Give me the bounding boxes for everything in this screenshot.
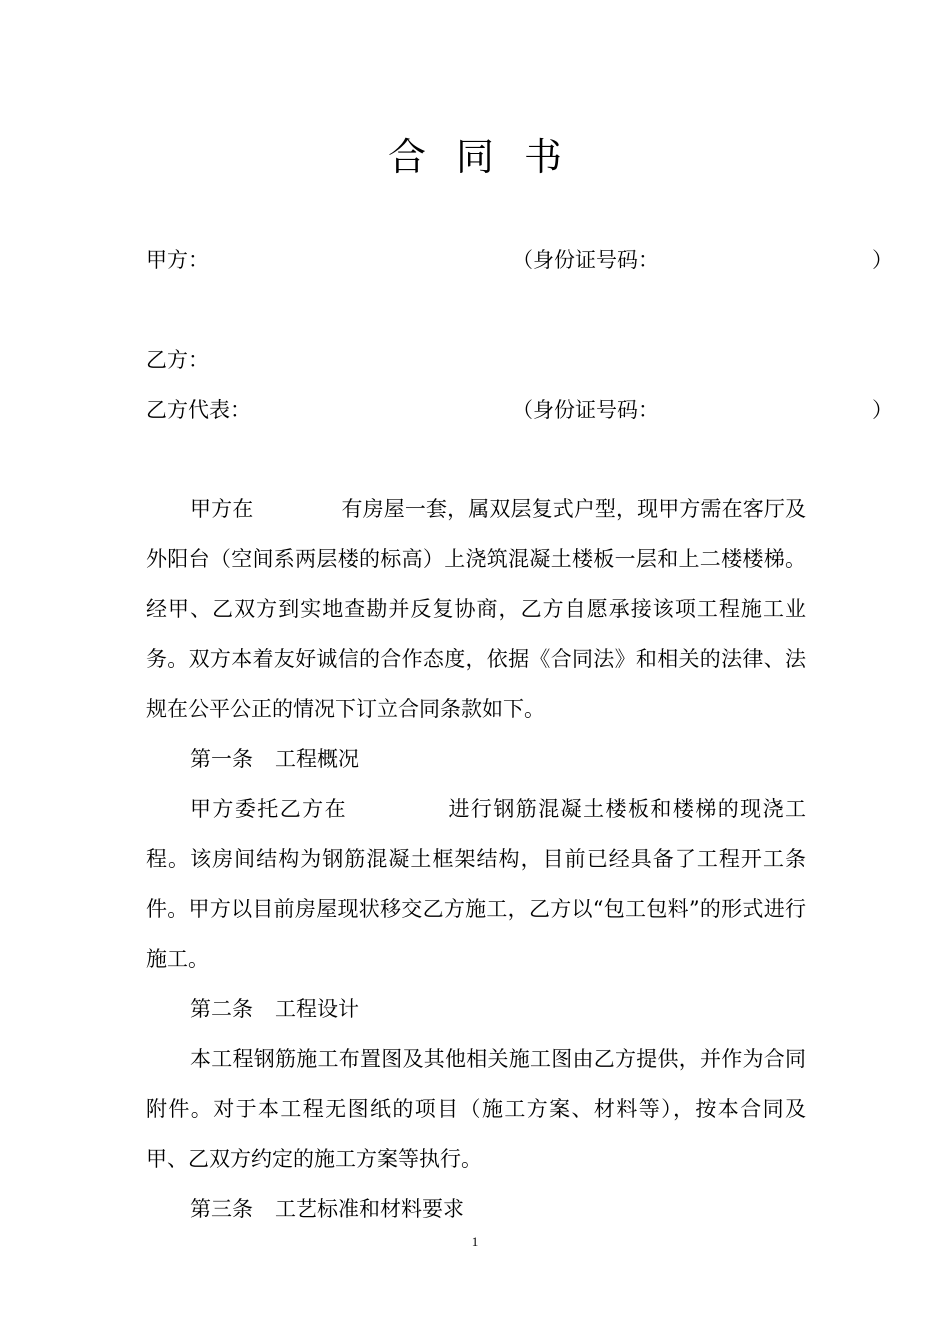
party-a-id-label: （身份证号码： [512,248,659,272]
article-1-title: 工程概况 [275,747,359,771]
party-b-rep-id-close: ） [872,398,893,422]
intro-text-rest: 有房屋一套，属双层复式户型，现甲方需在客厅及外阳台（空间系两层楼的标高）上浇筑混凝土楼板一层和上二楼楼梯。经甲、乙双方到实地查勘并反复协商，乙方自愿承接该项工程施工业务。双方本着友好诚信的合作态度，依据《合同法》和相关的法律、法规在公平公正的情况下订立合同条款如下。 [146,497,807,721]
party-b-line [146,345,209,375]
article-1-text-start: 甲方委托乙方在 [190,797,348,821]
article-1-text-rest: 进行钢筋混凝土楼板和楼梯的现浇工程。该房间结构为钢筋混凝土框架结构，目前已经具备了工程开工条件。甲方以目前房屋现状移交乙方施工，乙方以“包工包料”的形式进行施工。 [146,797,807,971]
article-3-number: 第三条 [190,1197,253,1221]
party-b-label: 乙方： [146,348,209,372]
article-1-heading [146,734,806,784]
intro-paragraph [146,484,806,734]
article-2-heading [146,984,806,1034]
party-b-rep-line [146,395,893,425]
party-a-line [146,245,893,275]
article-3-title: 工艺标准和材料要求 [275,1197,464,1221]
article-1-number: 第一条 [190,747,253,771]
contract-body [146,484,806,1234]
article-2-number: 第二条 [190,997,253,1021]
article-1-paragraph [146,784,806,984]
article-3-heading [146,1184,806,1234]
party-a-label: 甲方： [146,248,209,272]
party-a-id-close: ） [872,248,893,272]
document-title: 合同书 [387,135,592,179]
party-b-rep-label: 乙方代表： [146,398,251,422]
page-number: 1 [471,1234,479,1249]
party-b-rep-id-label: （身份证号码： [512,398,659,422]
intro-text-start: 甲方在 [190,497,254,521]
article-2-paragraph: 本工程钢筋施工布置图及其他相关施工图由乙方提供，并作为合同附件。对于本工程无图纸的项目（施工方案、材料等），按本合同及甲、乙双方约定的施工方案等执行。 [146,1047,806,1171]
article-2-title: 工程设计 [275,997,359,1021]
